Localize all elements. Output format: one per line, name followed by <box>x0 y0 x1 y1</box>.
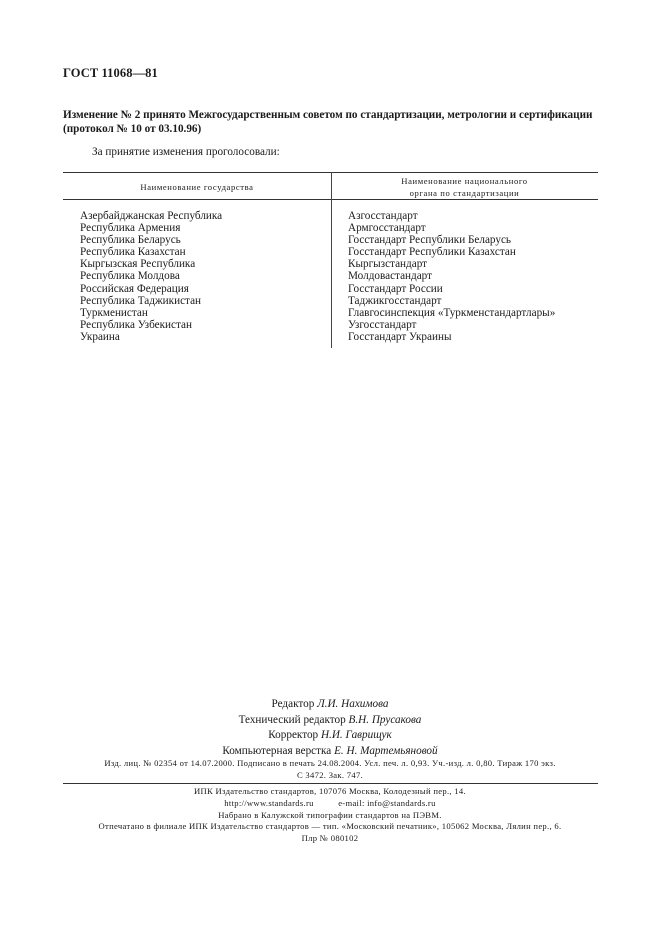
body-item: Молдовастандарт <box>348 270 433 283</box>
staff-block <box>120 697 540 759</box>
editor-name: Л.И. Нахимова <box>317 698 389 710</box>
state-item: Республика Таджикистан <box>80 294 202 307</box>
state-item: Республика Армения <box>80 222 181 235</box>
body-item: Таджикгосстандарт <box>348 294 442 307</box>
state-item: Республика Беларусь <box>80 234 181 247</box>
header-state: Наименование государства <box>140 182 254 192</box>
corrector-name: Н.И. Гаврищук <box>320 729 392 741</box>
layout-line: Компьютерная верстка Е. Н. Мартемьяновой <box>222 744 438 757</box>
imprint-rule <box>63 783 598 784</box>
state-item: Кыргызская Республика <box>80 258 196 271</box>
state-item: Республика Узбекистан <box>80 318 192 331</box>
body-item: Госстандарт Республики Беларусь <box>348 234 512 247</box>
license-line: Изд. лиц. № 02354 от 14.07.2000. Подписано в печать 24.08.2004. Усл. печ. л. 0,93. Уч.-изд. л. 0,80. Тираж 170 экз. <box>104 758 556 768</box>
typeset-line: Набрано в Калужской типографии стандартов на ПЭВМ. <box>218 810 442 820</box>
printed-line: Отпечатано в филиале ИПК Издательство стандартов — тип. «Московский печатник», 105062 Москва, Лялин пер., 6. <box>98 821 562 831</box>
state-item: Украина <box>80 330 120 343</box>
state-item: Российская Федерация <box>80 282 189 295</box>
tech-editor-line: Технический редактор В.Н. Прусакова <box>238 713 422 726</box>
corrector-line: Корректор Н.И. Гаврищук <box>268 729 392 741</box>
header-body-line1: Наименование национального <box>401 176 528 186</box>
website-link[interactable]: http://www.standards.ru <box>224 798 314 808</box>
state-item: Республика Казахстан <box>80 246 186 259</box>
body-item: Госстандарт Украины <box>348 330 452 343</box>
bodies-column <box>348 210 555 343</box>
body-item: Госстандарт Республики Казахстан <box>348 246 516 259</box>
contact-line <box>40 798 620 810</box>
body-item: Азгосстандарт <box>348 210 418 222</box>
email-link[interactable]: e-mail: info@standards.ru <box>338 798 436 808</box>
plr-line: Плр № 080102 <box>301 833 359 843</box>
document-id: ГОСТ 11068—81 <box>63 66 158 80</box>
state-item: Азербайджанская Республика <box>80 210 223 222</box>
voted-label: За принятие изменения проголосовали: <box>92 146 280 158</box>
layout-name: Е. Н. Мартемьяновой <box>334 744 438 757</box>
states-column <box>80 210 222 343</box>
state-item: Республика Молдова <box>80 270 180 283</box>
body-item: Армгосстандарт <box>348 222 426 235</box>
header-body <box>331 175 598 199</box>
body-item: Узгосстандарт <box>348 318 417 331</box>
body-item: Кыргызстандарт <box>348 258 428 271</box>
state-item: Туркменистан <box>80 306 148 319</box>
order-line: С 3472. Зак. 747. <box>296 770 364 780</box>
body-item: Главгосинспекция «Туркменстандартлары» <box>348 306 556 319</box>
editor-line: Редактор Л.И. Нахимова <box>271 698 389 710</box>
header-body-line2: органа по стандартизации <box>409 188 520 198</box>
body-item: Госстандарт России <box>348 282 443 295</box>
change-note: Изменение № 2 принято Межгосударственным советом по стандартизации, метрологии и сертификации (протокол № 10 от 03.10.96) <box>63 109 593 135</box>
publisher-line: ИПК Издательство стандартов, 107076 Москва, Колодезный пер., 14. <box>194 786 466 796</box>
table-column-divider <box>331 172 332 348</box>
tech-editor-name: В.Н. Прусакова <box>348 713 422 726</box>
